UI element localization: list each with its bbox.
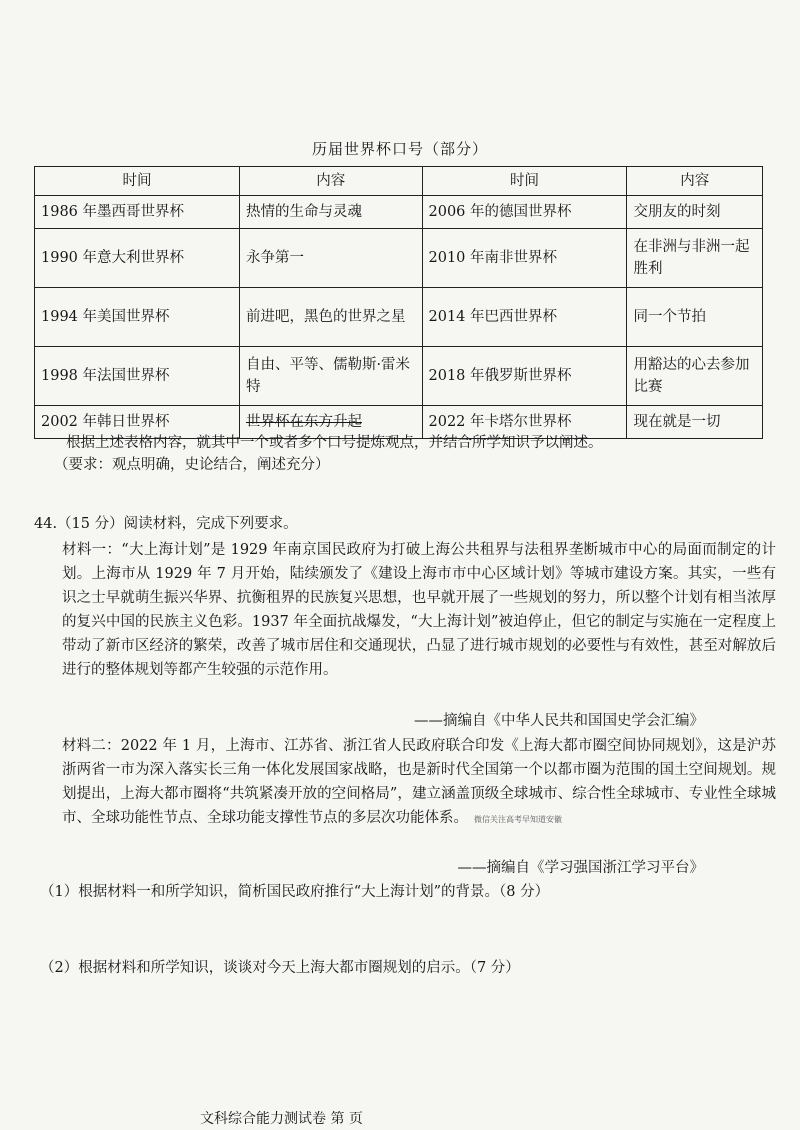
page-footer: 文科综合能力测试卷 第 页 <box>200 1111 363 1127</box>
table-cell: 1994 年美国世界杯 <box>35 288 240 347</box>
sub-question-2: （2）根据材料和所学知识，谈谈对今天上海大都市圈规划的启示。（7 分） <box>40 960 520 976</box>
table-cell: 在非洲与非洲一起胜利 <box>627 229 763 288</box>
table-cell: 交朋友的时刻 <box>627 196 763 229</box>
table-header-row <box>35 167 763 196</box>
table-cell: 自由、平等、儒勒斯·雷米特 <box>239 347 422 406</box>
table-cell: 2022 年卡塔尔世界杯 <box>422 406 627 439</box>
world-cup-slogan-table <box>34 166 763 439</box>
material-one-source: ——摘编自《中华人民共和国国史学会汇编》 <box>414 713 704 729</box>
question-header: 44.（15 分）阅读材料，完成下列要求。 <box>34 516 298 532</box>
header-content-1: 内容 <box>239 167 422 196</box>
table-cell: 2014 年巴西世界杯 <box>422 288 627 347</box>
table-cell: 2006 年的德国世界杯 <box>422 196 627 229</box>
prompt-line: 根据上述表格内容，就其中一个或者多个口号提炼观点，并结合所学知识予以阐述。 <box>66 435 603 451</box>
table-cell: 前进吧，黑色的世界之星 <box>239 288 422 347</box>
table-cell: 世界杯在东方升起 <box>239 406 422 439</box>
table-cell: 2018 年俄罗斯世界杯 <box>422 347 627 406</box>
table-cell: 用豁达的心去参加比赛 <box>627 347 763 406</box>
header-content-2: 内容 <box>627 167 763 196</box>
table-cell: 1998 年法国世界杯 <box>35 347 240 406</box>
material-one: 材料一：“大上海计划”是 1929 年南京国民政府为打破上海公共租界与法租界垄断城市中心的局面而制定的计划。上海市从 1929 年 7 月开始，陆续颁发了《建设上海市市中心区域计划》等城市建设方案。其实，一些有识之士早就萌生振兴华界、抗衡租界的民族复兴思想，也早就开展了一些规划的努力，所以整个计划有相当浓厚的复兴中国的民族主义色彩。1937 年全面抗战爆发，“大上海计划”被迫停止，但它的制定与实施在一定程度上带动了新市区经济的繁荣，改善了城市居住和交通现状，凸显了进行城市规划的必要性与有效性，甚至对解放后进行的整体规划等都产生较强的示范作用。 <box>62 542 776 678</box>
material-two <box>62 734 776 832</box>
prompt-requirements: （要求：观点明确，史论结合，阐述充分） <box>54 457 330 473</box>
watermark: 微信关注高考早知道安徽 <box>474 815 562 824</box>
table-cell: 1986 年墨西哥世界杯 <box>35 196 240 229</box>
table-cell: 永争第一 <box>239 229 422 288</box>
material-two-text: 材料二：2022 年 1 月，上海市、江苏省、浙江省人民政府联合印发《上海大都市圈空间协同规划》，这是沪苏浙两省一市为深入落实长三角一体化发展国家战略，也是新时代全国第一个以都市圈为范围的国土空间规划。规划提出，上海大都市圈将“共筑紧凑开放的空间格局”，建立涵盖顶级全球城市、综合性全球城市、专业性全球城市、全球功能性节点、全球功能支撑性节点的多层次功能体系。 <box>62 738 776 826</box>
table-caption: 历届世界杯口号（部分） <box>311 140 488 158</box>
table-cell: 2010 年南非世界杯 <box>422 229 627 288</box>
sub-question-1: （1）根据材料一和所学知识，简析国民政府推行“大上海计划”的背景。（8 分） <box>40 884 550 900</box>
table-row <box>35 288 763 347</box>
table-cell: 现在就是一切 <box>627 406 763 439</box>
table-row <box>35 347 763 406</box>
table-row <box>35 196 763 229</box>
header-time-1: 时间 <box>35 167 240 196</box>
table-cell: 同一个节拍 <box>627 288 763 347</box>
essay-prompt <box>54 432 776 476</box>
header-time-2: 时间 <box>422 167 627 196</box>
table-cell: 热情的生命与灵魂 <box>239 196 422 229</box>
table-cell: 1990 年意大利世界杯 <box>35 229 240 288</box>
material-two-source: ——摘编自《学习强国浙江学习平台》 <box>457 860 704 876</box>
table-cell: 2002 年韩日世界杯 <box>35 406 240 439</box>
table-row <box>35 229 763 288</box>
